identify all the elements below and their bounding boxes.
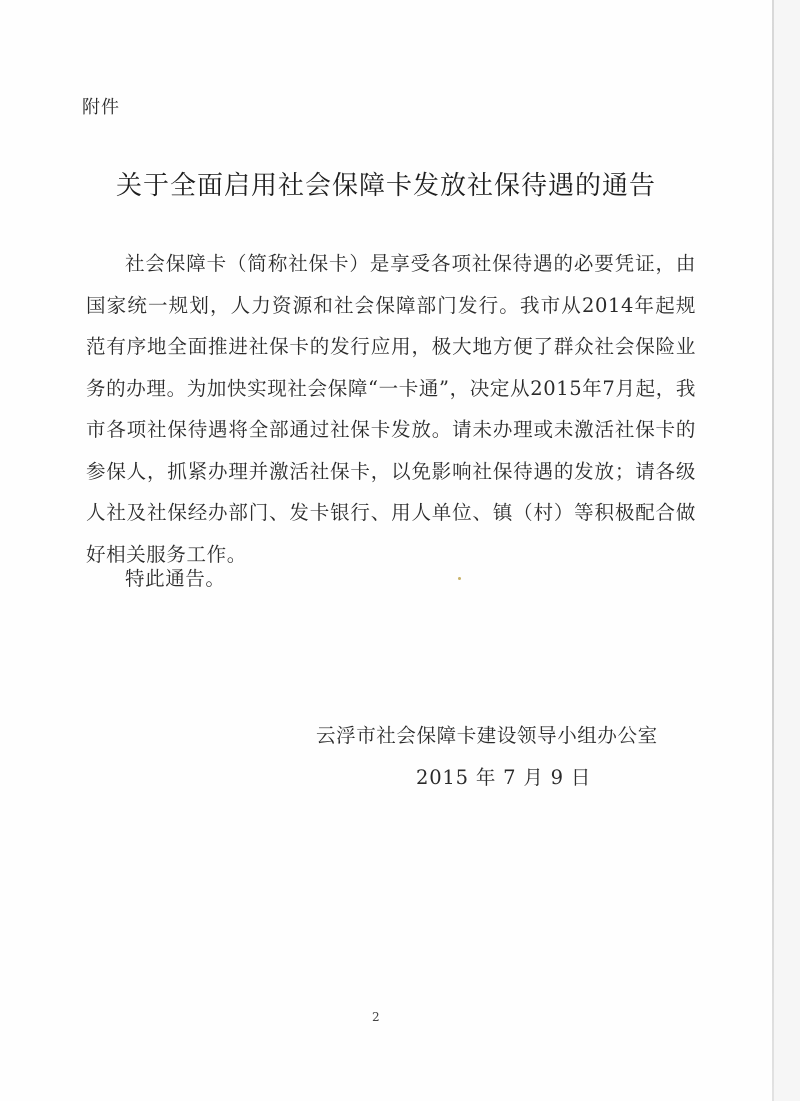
notice-body: 社会保障卡（简称社保卡）是享受各项社保待遇的必要凭证，由国家统一规划，人力资源和社会保障部门发行。我市从2014年起规范有序地全面推进社保卡的发行应用，极大地方便了群众社会保险业务的办理。为加快实现社会保障“一卡通”，决定从2015年7月起，我市各项社保待遇将全部通过社保卡发放。请未办理或未激活社保卡的参保人，抓紧办理并激活社保卡，以免影响社保待遇的发放；请各级人社及社保经办部门、发卡银行、用人单位、镇（村）等积极配合做好相关服务工作。 xyxy=(86,252,696,566)
closing-line: 特此通告。 xyxy=(125,567,226,590)
page-number: 2 xyxy=(372,1010,380,1024)
issue-date: 2015 年 7 月 9 日 xyxy=(416,766,592,789)
notice-title: 关于全面启用社会保障卡发放社保待遇的通告 xyxy=(115,171,656,201)
page-edge-shadow xyxy=(774,0,800,1101)
scan-speck xyxy=(458,577,461,580)
page-edge-line xyxy=(772,0,774,1101)
issuing-office: 云浮市社会保障卡建设领导小组办公室 xyxy=(316,724,658,747)
attachment-label: 附件 xyxy=(82,97,120,118)
